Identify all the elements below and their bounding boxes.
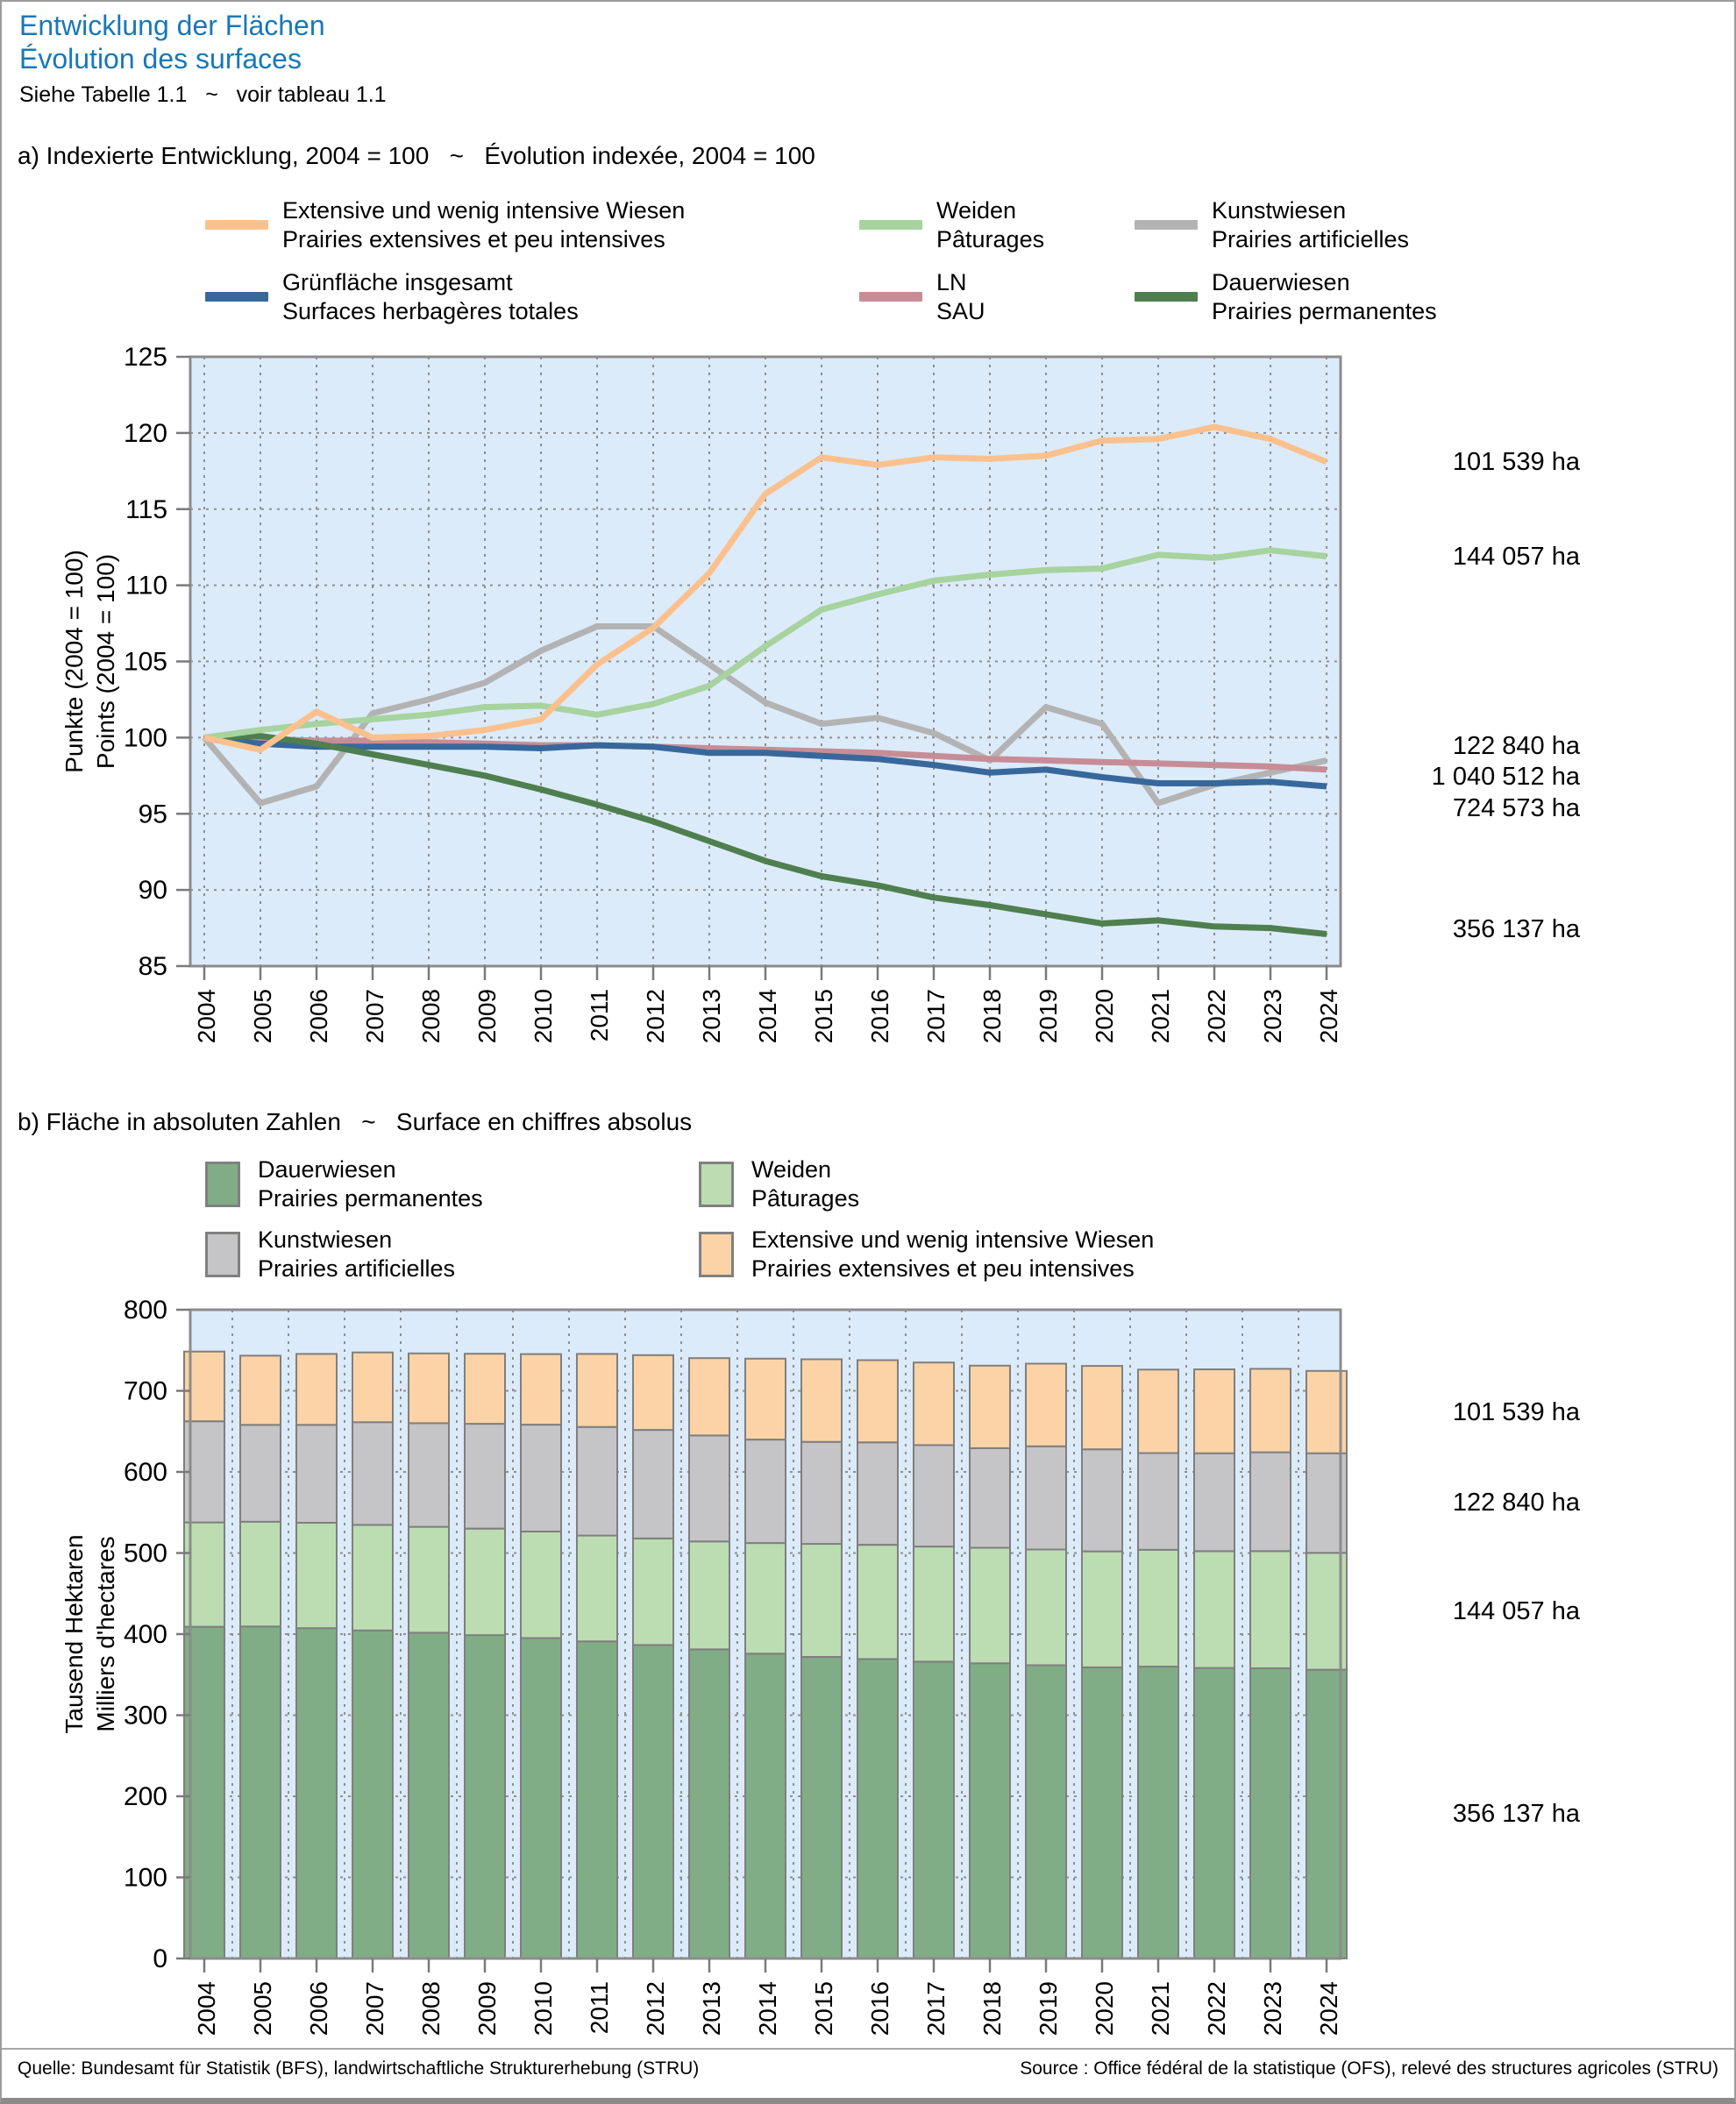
x-tick-label-2004: 2004 (193, 1981, 220, 2036)
footer-source-de: Quelle: Bundesamt für Statistik (BFS), landwirtschaftliche Strukturerhebung (STRU) (18, 2058, 700, 2079)
legend-swatch-extensive-und-wenig-intensive-wiesen (205, 220, 268, 230)
bar-2008 (409, 1354, 449, 1958)
bar-segment-kunstwiesen (745, 1439, 786, 1543)
x-tick-label-2017: 2017 (922, 989, 950, 1044)
legend-label (936, 196, 1044, 254)
bar-segment-weiden (801, 1544, 842, 1657)
bar-segment-weiden (409, 1527, 449, 1633)
x-tick-label-2022: 2022 (1203, 989, 1230, 1044)
bar-2012 (633, 1355, 673, 1958)
x-tick-label-2005: 2005 (249, 1981, 276, 2036)
bar-2015 (801, 1360, 842, 1959)
bar-segment-dauerwiesen (1138, 1667, 1178, 1958)
bar-segment-extensive-und-wenig-intensive-wiesen (521, 1354, 561, 1425)
bar-segment-kunstwiesen (577, 1427, 617, 1536)
bar-segment-extensive-und-wenig-intensive-wiesen (352, 1353, 393, 1423)
bar-segment-kunstwiesen (689, 1435, 729, 1541)
x-tick-label-2015: 2015 (810, 1981, 837, 2036)
bar-segment-extensive-und-wenig-intensive-wiesen (1026, 1364, 1066, 1446)
bar-segment-dauerwiesen (633, 1646, 673, 1959)
x-tick-label-2018: 2018 (978, 1981, 1006, 2036)
legend-swatch-dauerwiesen (1135, 292, 1198, 302)
bar-segment-weiden (1026, 1549, 1066, 1665)
bar-segment-kunstwiesen (857, 1442, 898, 1545)
footer-source-fr: Source : Office fédéral de la statistique (OFS), relevé des structures agricoles (STRU) (1020, 2058, 1718, 2079)
bar-segment-extensive-und-wenig-intensive-wiesen (745, 1359, 786, 1439)
bar-segment-kunstwiesen (1026, 1446, 1066, 1550)
y-tick-label: 300 (123, 1701, 167, 1731)
legend-label (1212, 196, 1409, 254)
y-tick-label: 200 (123, 1782, 167, 1811)
bar-segment-weiden (857, 1545, 898, 1659)
y-tick-label: 100 (123, 1863, 167, 1893)
y-tick-label: 85 (138, 952, 167, 981)
bar-segment-weiden (577, 1536, 617, 1642)
bar-segment-kunstwiesen (465, 1424, 505, 1529)
value-label-gr-nfl-che-insgesamt: 724 573 ha (1452, 794, 1580, 822)
x-tick-label-2016: 2016 (866, 989, 893, 1044)
x-tick-label-2008: 2008 (417, 1981, 445, 2036)
y-tick-label: 115 (125, 494, 167, 524)
bar-2020 (1082, 1366, 1122, 1958)
bar-segment-extensive-und-wenig-intensive-wiesen (409, 1354, 449, 1424)
section-a-heading: a) Indexierte Entwicklung, 2004 = 100 ~ Évolution indexée, 2004 = 100 (18, 142, 815, 169)
legend-label-de: Extensive und wenig intensive Wiesen (282, 197, 686, 224)
x-tick-label-2022: 2022 (1203, 1981, 1230, 2036)
bar-segment-extensive-und-wenig-intensive-wiesen (633, 1355, 673, 1430)
x-tick-label-2005: 2005 (249, 989, 276, 1044)
legend-label-fr: Prairies permanentes (258, 1185, 483, 1212)
legend-swatch-kunstwiesen (205, 1232, 240, 1277)
y-axis-title: Punkte (2004 = 100) (60, 550, 88, 773)
legend-label-fr: Prairies artificielles (258, 1255, 456, 1282)
bar-segment-extensive-und-wenig-intensive-wiesen (465, 1354, 505, 1424)
legend-label-fr: Prairies extensives et peu intensives (282, 226, 665, 252)
bar-segment-dauerwiesen (409, 1632, 449, 1958)
legend-swatch-weiden (699, 1162, 734, 1207)
bar-segment-kunstwiesen (1250, 1453, 1291, 1552)
y-axis-title: Points (2004 = 100) (92, 553, 119, 770)
bar-segment-weiden (689, 1541, 729, 1649)
value-label-extensive-und-wenig-intensive-wiesen: 101 539 ha (1452, 448, 1580, 476)
bar-segment-dauerwiesen (1026, 1666, 1066, 1959)
x-tick-label-2018: 2018 (978, 989, 1006, 1044)
x-tick-label-2014: 2014 (754, 989, 781, 1044)
bar-segment-weiden (1138, 1550, 1178, 1667)
bar-segment-kunstwiesen (914, 1445, 954, 1546)
bar-segment-weiden (745, 1543, 786, 1653)
bar-segment-weiden (970, 1548, 1010, 1664)
bar-segment-weiden (240, 1522, 281, 1627)
x-tick-label-2011: 2011 (586, 1981, 613, 2035)
value-label-ln: 1 040 512 ha (1431, 763, 1580, 791)
x-tick-label-2009: 2009 (473, 989, 501, 1044)
y-axis-title: Milliers d'hectares (92, 1536, 119, 1732)
legend-label-de: Grünfläche insgesamt (282, 269, 513, 295)
bar-2023 (1250, 1368, 1291, 1958)
bar-segment-dauerwiesen (970, 1663, 1010, 1958)
legend-label-de: Weiden (751, 1156, 832, 1183)
bar-segment-weiden (465, 1529, 505, 1636)
y-tick-label: 400 (123, 1620, 167, 1649)
legend-label (751, 1155, 859, 1213)
bar-segment-extensive-und-wenig-intensive-wiesen (801, 1360, 842, 1442)
legend-label-fr: Prairies extensives et peu intensives (751, 1255, 1135, 1282)
legend-swatch-extensive-und-wenig-intensive-wiesen (699, 1232, 734, 1277)
bar-segment-weiden (914, 1546, 954, 1661)
legend-label-de: LN (936, 269, 967, 295)
legend-label-fr: Prairies artificielles (1212, 226, 1410, 252)
y-tick-label: 800 (123, 1296, 167, 1325)
legend-label-de: Weiden (936, 197, 1017, 224)
bar-2007 (352, 1353, 393, 1958)
bar-segment-weiden (1250, 1551, 1291, 1668)
bar-segment-extensive-und-wenig-intensive-wiesen (577, 1354, 617, 1426)
x-tick-label-2023: 2023 (1259, 989, 1286, 1044)
bar-segment-kunstwiesen (352, 1422, 393, 1525)
bar-segment-dauerwiesen (240, 1626, 281, 1958)
footer-divider (2, 2048, 1734, 2050)
bar-segment-dauerwiesen (745, 1653, 786, 1958)
x-tick-label-2010: 2010 (530, 1981, 557, 2036)
x-tick-label-2020: 2020 (1091, 989, 1118, 1044)
legend-label (936, 268, 985, 326)
value-label-dauerwiesen: 356 137 ha (1452, 1800, 1580, 1828)
x-tick-label-2020: 2020 (1091, 1981, 1118, 2036)
bar-segment-kunstwiesen (1138, 1453, 1178, 1549)
bar-segment-dauerwiesen (801, 1657, 842, 1958)
y-tick-label: 700 (123, 1376, 167, 1406)
legend-label (282, 196, 685, 254)
bar-2016 (857, 1361, 898, 1959)
bar-2006 (296, 1354, 337, 1958)
bar-2005 (240, 1355, 281, 1958)
legend-swatch-gr-nfl-che-insgesamt (205, 292, 268, 302)
bar-2011 (577, 1354, 617, 1958)
bar-2019 (1026, 1364, 1066, 1959)
x-tick-label-2015: 2015 (810, 989, 837, 1044)
x-tick-label-2006: 2006 (305, 1981, 332, 2036)
value-label-extensive-und-wenig-intensive-wiesen: 101 539 ha (1452, 1398, 1580, 1426)
x-tick-label-2016: 2016 (866, 1981, 893, 2036)
x-tick-label-2019: 2019 (1035, 1981, 1062, 2036)
bar-segment-extensive-und-wenig-intensive-wiesen (857, 1361, 898, 1443)
bar-segment-extensive-und-wenig-intensive-wiesen (1194, 1369, 1234, 1454)
x-tick-label-2019: 2019 (1035, 989, 1062, 1044)
bar-segment-kunstwiesen (1082, 1449, 1122, 1551)
index-line-chart (37, 326, 1370, 1063)
bar-segment-extensive-und-wenig-intensive-wiesen (1138, 1369, 1178, 1453)
y-tick-label: 105 (123, 647, 167, 677)
x-tick-label-2014: 2014 (754, 1981, 781, 2036)
bar-segment-kunstwiesen (801, 1442, 842, 1544)
x-tick-label-2021: 2021 (1147, 1981, 1174, 2036)
bar-segment-kunstwiesen (409, 1423, 449, 1526)
value-label-weiden: 144 057 ha (1452, 1597, 1580, 1625)
x-tick-label-2007: 2007 (361, 989, 388, 1044)
bar-segment-extensive-und-wenig-intensive-wiesen (296, 1354, 337, 1425)
legend-swatch-weiden (859, 220, 922, 230)
x-tick-label-2009: 2009 (473, 1981, 501, 2036)
bar-segment-dauerwiesen (914, 1661, 954, 1958)
bar-segment-dauerwiesen (857, 1659, 898, 1958)
x-tick-label-2004: 2004 (193, 989, 220, 1044)
value-label-kunstwiesen: 122 840 ha (1452, 1489, 1580, 1517)
bar-segment-extensive-und-wenig-intensive-wiesen (689, 1358, 729, 1435)
legend-label-de: Kunstwiesen (258, 1226, 393, 1253)
legend-label-fr: SAU (936, 298, 985, 324)
bar-2021 (1138, 1369, 1178, 1958)
legend-swatch-kunstwiesen (1135, 220, 1198, 230)
bar-segment-weiden (633, 1539, 673, 1646)
bar-segment-weiden (1082, 1552, 1122, 1667)
bar-segment-extensive-und-wenig-intensive-wiesen (1082, 1366, 1122, 1449)
y-tick-label: 90 (138, 876, 167, 906)
x-tick-label-2012: 2012 (642, 1981, 669, 2036)
bar-segment-kunstwiesen (633, 1430, 673, 1539)
bar-segment-dauerwiesen (1082, 1667, 1122, 1958)
x-tick-label-2021: 2021 (1147, 989, 1174, 1044)
bar-segment-dauerwiesen (296, 1628, 337, 1958)
y-tick-label: 500 (123, 1539, 167, 1568)
legend-label-de: Extensive und wenig intensive Wiesen (751, 1226, 1155, 1253)
bar-segment-kunstwiesen (970, 1448, 1010, 1548)
bar-segment-weiden (1194, 1552, 1234, 1668)
bar-2018 (970, 1366, 1010, 1958)
x-tick-label-2008: 2008 (417, 989, 445, 1044)
bar-segment-kunstwiesen (240, 1425, 281, 1521)
bar-segment-weiden (352, 1525, 393, 1630)
legend-label-de: Dauerwiesen (1212, 269, 1350, 295)
x-tick-label-2024: 2024 (1315, 989, 1342, 1044)
x-tick-label-2017: 2017 (922, 1981, 950, 2036)
legend-swatch-ln (859, 292, 922, 302)
legend-label (282, 268, 579, 326)
page-title-de: Entwicklung der Flächen (19, 10, 325, 41)
x-tick-label-2006: 2006 (305, 989, 332, 1044)
bar-segment-dauerwiesen (577, 1641, 617, 1958)
bar-2010 (521, 1354, 561, 1958)
value-label-weiden: 144 057 ha (1452, 543, 1580, 571)
y-tick-label: 0 (153, 1944, 167, 1973)
page-title-fr: Évolution des surfaces (19, 43, 302, 75)
bar-segment-extensive-und-wenig-intensive-wiesen (914, 1362, 954, 1445)
x-tick-label-2013: 2013 (698, 989, 725, 1044)
bar-segment-kunstwiesen (1194, 1454, 1234, 1552)
bar-segment-extensive-und-wenig-intensive-wiesen (240, 1355, 281, 1425)
bar-segment-weiden (296, 1523, 337, 1628)
x-tick-label-2010: 2010 (530, 989, 557, 1044)
y-tick-label: 125 (123, 343, 167, 372)
y-tick-label: 120 (123, 418, 167, 448)
legend-label (1212, 268, 1437, 326)
x-tick-label-2024: 2024 (1315, 1981, 1342, 2036)
bar-segment-extensive-und-wenig-intensive-wiesen (970, 1366, 1010, 1448)
table-reference: Siehe Tabelle 1.1 ~ voir tableau 1.1 (19, 82, 387, 107)
legend-label-fr: Pâturages (936, 226, 1045, 252)
bar-2022 (1194, 1369, 1234, 1958)
y-tick-label: 600 (123, 1458, 167, 1487)
bar-segment-dauerwiesen (1194, 1668, 1234, 1958)
x-tick-label-2007: 2007 (361, 1981, 388, 2036)
bar-segment-weiden (521, 1532, 561, 1638)
legend-label-de: Kunstwiesen (1212, 197, 1347, 224)
bar-segment-dauerwiesen (521, 1638, 561, 1959)
bar-segment-dauerwiesen (352, 1631, 393, 1958)
legend-swatch-dauerwiesen (205, 1162, 240, 1207)
value-label-kunstwiesen: 122 840 ha (1452, 732, 1580, 760)
x-tick-label-2023: 2023 (1259, 1981, 1286, 2036)
bar-segment-kunstwiesen (521, 1425, 561, 1532)
bar-2013 (689, 1358, 729, 1958)
bar-2017 (914, 1362, 954, 1958)
legend-label-fr: Prairies permanentes (1212, 298, 1437, 324)
section-b-heading: b) Fläche in absoluten Zahlen ~ Surface en chiffres absolus (18, 1108, 693, 1135)
legend-label-fr: Surfaces herbagères totales (282, 298, 579, 324)
bar-segment-dauerwiesen (465, 1635, 505, 1958)
legend-label-fr: Pâturages (751, 1185, 860, 1212)
y-tick-label: 95 (138, 800, 167, 829)
x-tick-label-2012: 2012 (642, 989, 669, 1044)
value-label-dauerwiesen: 356 137 ha (1452, 915, 1580, 943)
bar-2014 (745, 1359, 786, 1958)
x-tick-label-2013: 2013 (698, 1981, 725, 2036)
bar-segment-extensive-und-wenig-intensive-wiesen (1250, 1368, 1291, 1452)
bar-segment-kunstwiesen (296, 1425, 337, 1523)
y-tick-label: 100 (123, 723, 167, 753)
legend-label-de: Dauerwiesen (258, 1156, 396, 1183)
bar-segment-dauerwiesen (689, 1649, 729, 1958)
y-tick-label: 110 (125, 571, 167, 601)
bar-segment-dauerwiesen (1250, 1668, 1291, 1958)
legend-label (258, 1155, 483, 1213)
x-tick-label-2011: 2011 (586, 989, 613, 1042)
bar-2009 (465, 1354, 505, 1958)
y-axis-title: Tausend Hektaren (60, 1534, 88, 1734)
absolute-stacked-bar-chart (37, 1273, 1370, 2049)
